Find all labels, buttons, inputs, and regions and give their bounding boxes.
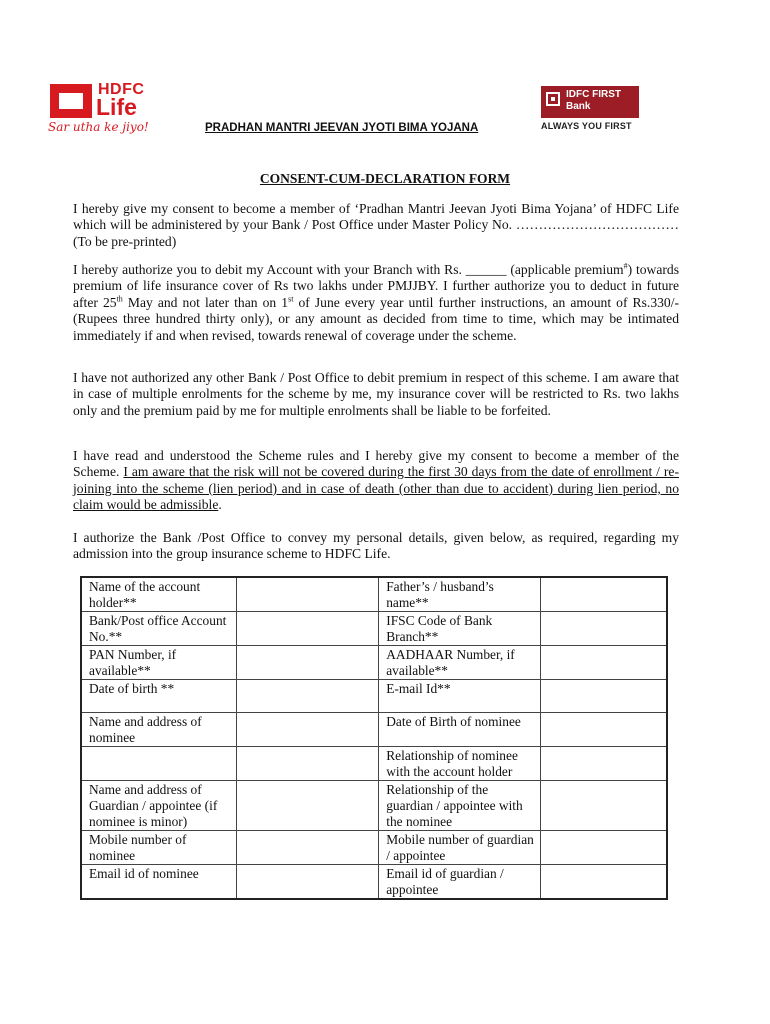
auth-sup-st: st [288,294,294,304]
auth-text-d: of June every year until further instructions, an amount of Rs.330/- (Rupees three hundred thirty only), or any amount as decided from time to time, which may be intimated immediately if and when revised, towards renewal of coverage under the scheme. [73,294,680,343]
field-label: Bank/Post office Account No.** [81,612,237,646]
idfc-first-bank-logo [541,86,641,136]
idfc-logo-box [541,86,639,118]
hdfc-life-logo [48,81,180,134]
field-label: Relationship of nominee with the account holder [379,747,540,781]
auth-sup-hash: # [623,261,628,271]
auth-text-a: I hereby authorize you to debit my Account with your Branch with Rs. ______ (applicable premium [73,262,624,277]
auth-sup-th: th [116,294,123,304]
field-label [81,747,237,781]
field-label: Email id of guardian / appointee [379,865,540,900]
convey-details-paragraph: I authorize the Bank /Post Office to convey my personal details, given below, as required, regarding my admission into the group insurance scheme to HDFC Life. [73,530,679,562]
field-value-input[interactable] [540,865,667,900]
auth-text-b: ) towards premium of life insurance cover of Rs two lakhs under PMJJBY. I further authorize you to deduct in future after 25 [73,262,679,310]
authorization-paragraph [73,262,679,344]
table-row [81,713,667,747]
field-value-input[interactable] [237,747,379,781]
idfc-logo-name [566,89,621,113]
consent-paragraph: I hereby give my consent to become a member of ‘Pradhan Mantri Jeevan Jyoti Bima Yojana’ of HDFC Life which will be administered by your Bank / Post Office under Master Policy No. ……………………………… (To be pre-printed) [73,201,679,249]
field-label: Mobile number of guardian / appointee [379,831,540,865]
field-label: AADHAAR Number, if available** [379,646,540,680]
field-value-input[interactable] [237,865,379,900]
hdfc-tagline: Sar utha ke jiyo! [48,120,149,134]
field-value-input[interactable] [540,831,667,865]
idfc-tagline: ALWAYS YOU FIRST [541,121,632,131]
idfc-logo-name-line2: Bank [566,101,591,112]
table-row [81,865,667,900]
field-value-input[interactable] [237,713,379,747]
field-label: Relationship of the guardian / appointee with the nominee [379,781,540,831]
field-label: Email id of nominee [81,865,237,900]
table-row [81,747,667,781]
field-value-input[interactable] [540,713,667,747]
field-value-input[interactable] [540,680,667,713]
table-row [81,577,667,612]
personal-details-table [80,576,668,900]
field-value-input[interactable] [237,680,379,713]
field-label: E-mail Id** [379,680,540,713]
table-row [81,680,667,713]
field-label: Mobile number of nominee [81,831,237,865]
field-value-input[interactable] [540,612,667,646]
form-title: CONSENT-CUM-DECLARATION FORM [259,171,511,186]
field-value-input[interactable] [540,646,667,680]
field-value-input[interactable] [237,612,379,646]
field-value-input[interactable] [540,747,667,781]
rules-end: . [218,497,222,513]
field-value-input[interactable] [540,781,667,831]
lien-period-text: I am aware that the risk will not be covered during the first 30 days from the date of enrollment / re-joining into the scheme (lien period) and in case of death (other than due to accident) during lien period, no claim would be admissible [73,464,679,513]
field-value-input[interactable] [237,831,379,865]
idfc-logo-name-line1: IDFC FIRST [566,89,621,100]
field-label: PAN Number, if available** [81,646,237,680]
table-row [81,646,667,680]
field-label: Name of the account holder** [81,577,237,612]
field-label: Date of birth ** [81,680,237,713]
auth-text-c: May and not later than on 1 [122,294,289,310]
field-value-input[interactable] [237,646,379,680]
field-value-input[interactable] [540,577,667,612]
scheme-title: PRADHAN MANTRI JEEVAN JYOTI BIMA YOJANA [205,122,479,134]
field-label: IFSC Code of Bank Branch** [379,612,540,646]
multiple-enrolment-paragraph: I have not authorized any other Bank / Post Office to debit premium in respect of this scheme. I am aware that in case of multiple enrolments for the scheme by me, my insurance cover will be restricted to Rs. two lakhs only and the premium paid by me for multiple enrolments shall be liable to be forfeited. [73,370,679,418]
hdfc-logo-text: HDFC [98,81,145,98]
idfc-mark-icon [546,92,560,106]
field-label: Name and address of nominee [81,713,237,747]
field-value-input[interactable] [237,577,379,612]
scheme-rules-paragraph [73,448,679,514]
field-label: Father’s / husband’s name** [379,577,540,612]
field-label: Name and address of Guardian / appointee (if nominee is minor) [81,781,237,831]
table-row [81,831,667,865]
rules-text: I have read and understood the Scheme rules and I hereby give my consent to become a member of the Scheme. [73,448,679,480]
field-label: Date of Birth of nominee [379,713,540,747]
table-row [81,781,667,831]
hdfc-logo-life: Life [96,94,137,120]
table-row [81,612,667,646]
hdfc-logo-mark-icon [50,84,92,118]
field-value-input[interactable] [237,781,379,831]
